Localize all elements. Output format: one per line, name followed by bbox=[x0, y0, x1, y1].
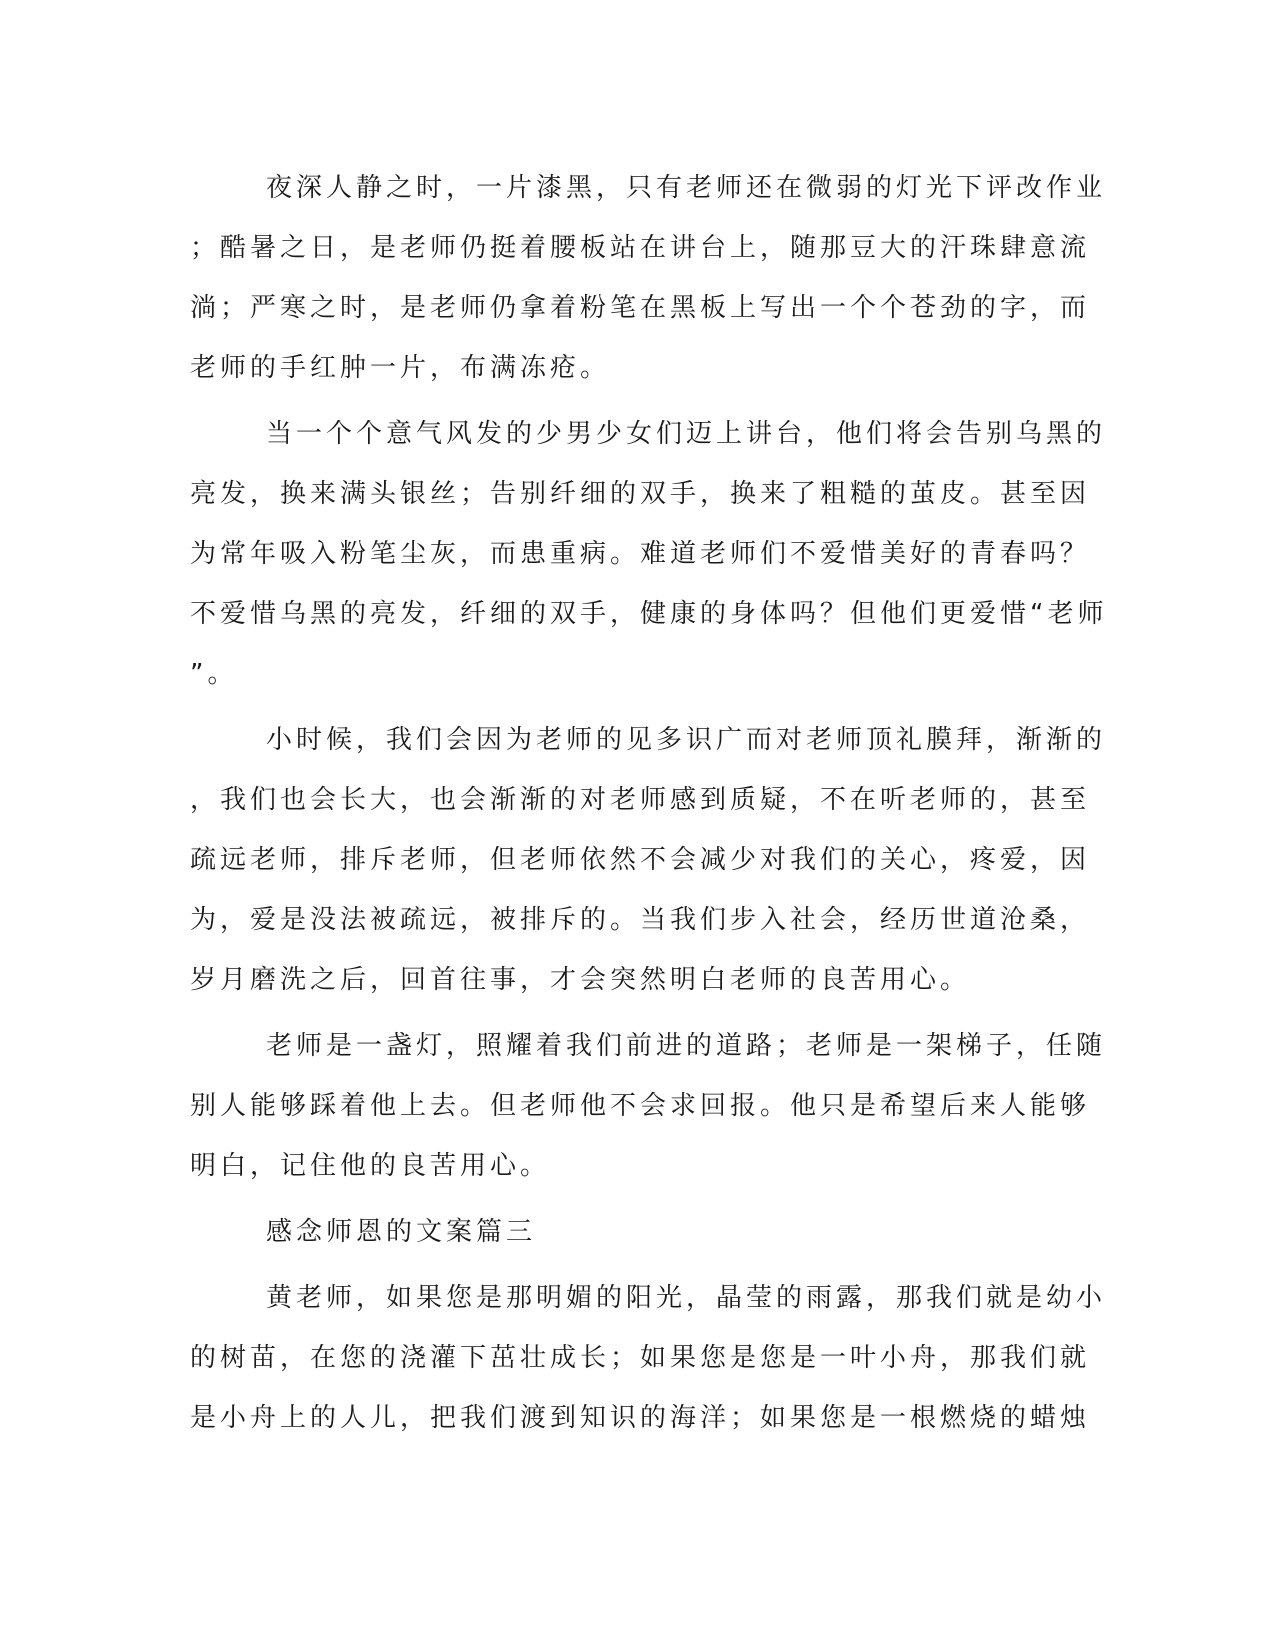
text-line: 为，爱是没法被疏远，被排斥的。当我们步入社会，经历世道沧桑， bbox=[190, 905, 1091, 935]
section-heading bbox=[190, 1202, 1090, 1262]
text-line: 是小舟上的人儿，把我们渡到知识的海洋；如果您是一根燃烧的蜡烛 bbox=[190, 1403, 1091, 1433]
paragraph bbox=[190, 710, 1107, 1010]
text-line: 岁月磨洗之后，回首往事，才会突然明白老师的良苦用心。 bbox=[190, 965, 971, 995]
text-line: 淌；严寒之时，是老师仍拿着粉笔在黑板上写出一个个苍劲的字，而 bbox=[190, 293, 1091, 323]
text-line: 不爱惜乌黑的亮发，纤细的双手，健康的身体吗？但他们更爱惜“老师 bbox=[190, 599, 1108, 629]
paragraph bbox=[190, 404, 1108, 704]
text-line: 亮发，换来满头银丝；告别纤细的双手，换来了粗糙的茧皮。甚至因 bbox=[190, 479, 1091, 509]
text-line: 老师是一盏灯，照耀着我们前进的道路；老师是一架梯子，任随 bbox=[266, 1031, 1107, 1061]
document-body bbox=[190, 158, 1108, 1448]
text-line: 的树苗，在您的浇灌下茁壮成长；如果您是您是一叶小舟，那我们就 bbox=[190, 1343, 1091, 1373]
text-line: 小时候，我们会因为老师的见多识广而对老师顶礼膜拜，渐渐的 bbox=[266, 725, 1107, 755]
paragraph bbox=[190, 1268, 1107, 1448]
heading-line: 感念师恩的文案篇三 bbox=[266, 1217, 537, 1247]
text-line: 为常年吸入粉笔尘灰，而患重病。难道老师们不爱惜美好的青春吗？ bbox=[190, 539, 1091, 569]
paragraph bbox=[190, 158, 1107, 398]
text-line: 当一个个意气风发的少男少女们迈上讲台，他们将会告别乌黑的 bbox=[266, 419, 1107, 449]
text-line: 别人能够踩着他上去。但老师他不会求回报。他只是希望后来人能够 bbox=[190, 1091, 1091, 1121]
paragraph bbox=[190, 1016, 1107, 1196]
text-line: 老师的手红肿一片，布满冻疮。 bbox=[190, 353, 611, 383]
text-line: ”。 bbox=[190, 659, 238, 689]
text-line: 夜深人静之时，一片漆黑，只有老师还在微弱的灯光下评改作业 bbox=[266, 173, 1107, 203]
text-line: 疏远老师，排斥老师，但老师依然不会减少对我们的关心，疼爱，因 bbox=[190, 845, 1091, 875]
text-line: ；酷暑之日，是老师仍挺着腰板站在讲台上，随那豆大的汗珠肆意流 bbox=[190, 233, 1091, 263]
text-line: 黄老师，如果您是那明媚的阳光，晶莹的雨露，那我们就是幼小 bbox=[266, 1283, 1107, 1313]
text-line: ，我们也会长大，也会渐渐的对老师感到质疑，不在听老师的，甚至 bbox=[190, 785, 1091, 815]
text-line: 明白，记住他的良苦用心。 bbox=[190, 1151, 551, 1181]
